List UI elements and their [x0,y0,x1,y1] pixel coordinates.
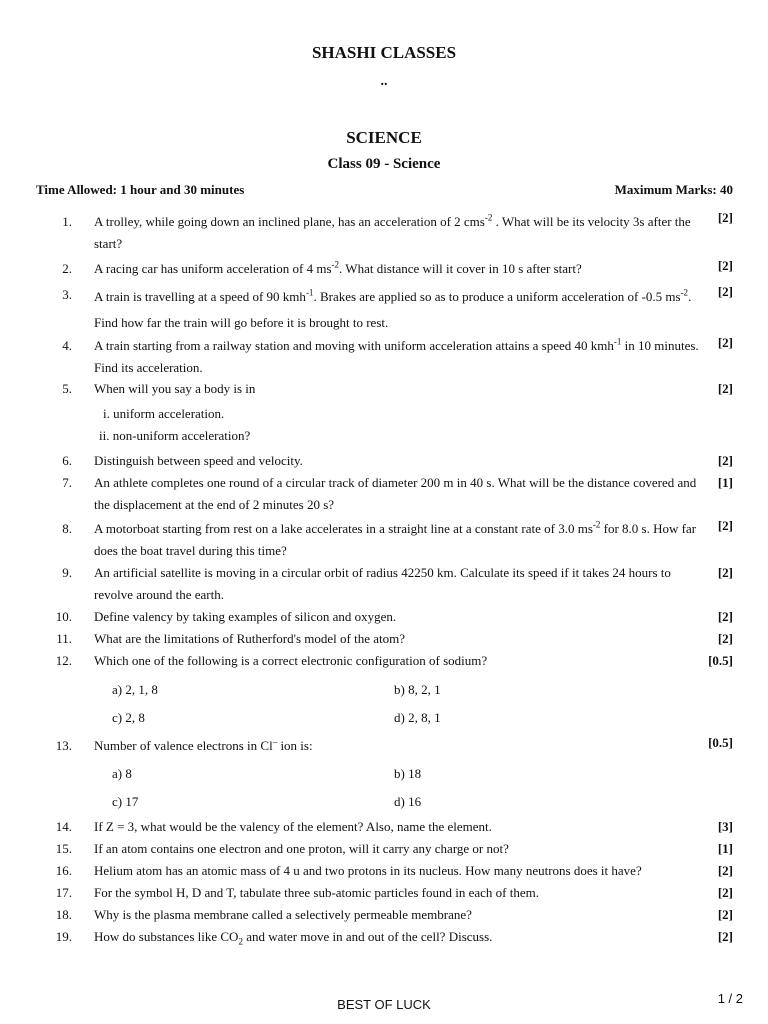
question-text: An athlete completes one round of a circular track of diameter 200 m in 40 s. What will be the distance covered and the displacement at the end of 2 minutes 20 s? [94,475,697,512]
question-text: Distinguish between speed and velocity. [94,453,303,468]
question-number: 18. [55,907,72,922]
question-number: 5. [62,381,72,396]
question-number: 13. [55,738,72,753]
question-marks: [2] [717,907,733,922]
question-number: 8. [62,521,72,536]
question-text: Why is the plasma membrane called a selectively permeable membrane? [94,907,472,922]
question-marks: [2] [717,284,733,299]
question-text: For the symbol H, D and T, tabulate three sub-atomic particles found in each of them. [94,885,540,900]
question-marks: [2] [717,518,733,533]
question-marks: [0.5] [708,653,733,668]
question-text: A trolley, while going down an inclined plane, has an acceleration of 2 cms$^{-2}$ . What will be its velocity 3s after the start? [94,212,691,251]
header-dots: .. [380,74,388,89]
question-number: 1. [62,214,72,229]
question-marks: [3] [717,819,733,834]
question-number: 3. [62,287,72,302]
question-text: If an atom contains one electron and one proton, will it carry any charge or not? [94,841,509,856]
question-number: 16. [55,863,72,878]
maximum-marks: Maximum Marks: 40 [614,182,733,197]
class-line: Class 09 - Science [327,156,441,172]
option-d: d) 16 [394,794,422,809]
question-number: 7. [62,475,72,490]
question-number: 4. [62,338,72,353]
subject-title: SCIENCE [346,128,422,147]
option-a: a) 2, 1, 8 [112,682,158,697]
question-number: 12. [55,653,72,668]
question-number: 15. [55,841,72,856]
option-b: b) 18 [394,766,422,781]
question-text: A train starting from a railway station and moving with uniform acceleration attains a speed 40 kmh$^{-1}$ in 10 minutes. Find its acceleration. [94,336,699,375]
question-number: 11. [56,631,72,646]
question-text: Helium atom has an atomic mass of 4 u and two protons in its nucleus. How many neutrons does it have? [94,863,642,878]
question-text: An artificial satellite is moving in a circular orbit of radius 42250 km. Calculate its speed if it takes 24 hours to revolve around the earth. [94,565,671,602]
question-marks: [2] [717,258,733,273]
question-marks: [2] [717,863,733,878]
question-number: 17. [55,885,72,900]
footer-text: BEST OF LUCK [337,997,431,1012]
question-marks: [2] [717,631,733,646]
question-text: Which one of the following is a correct electronic configuration of sodium? [94,653,488,668]
question-number: 10. [55,609,72,624]
question-number: 14. [55,819,72,834]
question-marks: [2] [717,453,733,468]
question-marks: [2] [717,885,733,900]
question-marks: [2] [717,929,733,944]
question-marks: [2] [717,335,733,350]
question-text: A motorboat starting from rest on a lake accelerates in a straight line at a constant rate of 3.0 $ms^{-2}$ for 8.0 s. How far does the boat travel during this time? [94,519,697,558]
question-text: A train is travelling at a speed of 90 kmh$^{-1}$. Brakes are applied so as to produce a uniform acceleration of -0.5 $ms^{-2}$. Find how far the train will go before it is brought to rest. [94,287,692,330]
option-c: c) 2, 8 [112,710,145,725]
time-allowed: Time Allowed: 1 hour and 30 minutes [36,182,245,197]
question-number: 9. [62,565,72,580]
option-d: d) 2, 8, 1 [394,710,441,725]
question-marks: [2] [717,609,733,624]
sub-item: ii. non-uniform acceleration? [99,428,251,443]
question-number: 2. [62,261,72,276]
question-text: A racing car has uniform acceleration of 4 $ms^{-2}$. What distance will it cover in 10 s after start? [94,259,582,276]
option-a: a) 8 [112,766,132,781]
question-marks: [2] [717,381,733,396]
question-text: When will you say a body is in [94,381,256,396]
question-marks: [2] [717,210,733,225]
question-text: If Z = 3, what would be the valency of the element? Also, name the element. [94,819,492,834]
school-name: SHASHI CLASSES [311,43,457,62]
sub-item: i. uniform acceleration. [103,406,225,421]
question-marks: [1] [717,475,733,490]
question-marks: [0.5] [708,735,733,750]
question-marks: [2] [717,565,733,580]
question-number: 6. [62,453,72,468]
question-number: 19. [55,929,72,944]
question-text: Define valency by taking examples of silicon and oxygen. [94,609,397,624]
question-text: What are the limitations of Rutherford's model of the atom? [94,631,406,646]
question-marks: [1] [717,841,733,856]
question-text: How do substances like $CO_2$ and water move in and out of the cell? Discuss. [94,929,493,947]
option-b: b) 8, 2, 1 [394,682,441,697]
question-text: Number of valence electrons in Cl– ion is: [94,736,313,753]
option-c: c) 17 [112,794,139,809]
page-number: 1 / 2 [717,991,743,1006]
